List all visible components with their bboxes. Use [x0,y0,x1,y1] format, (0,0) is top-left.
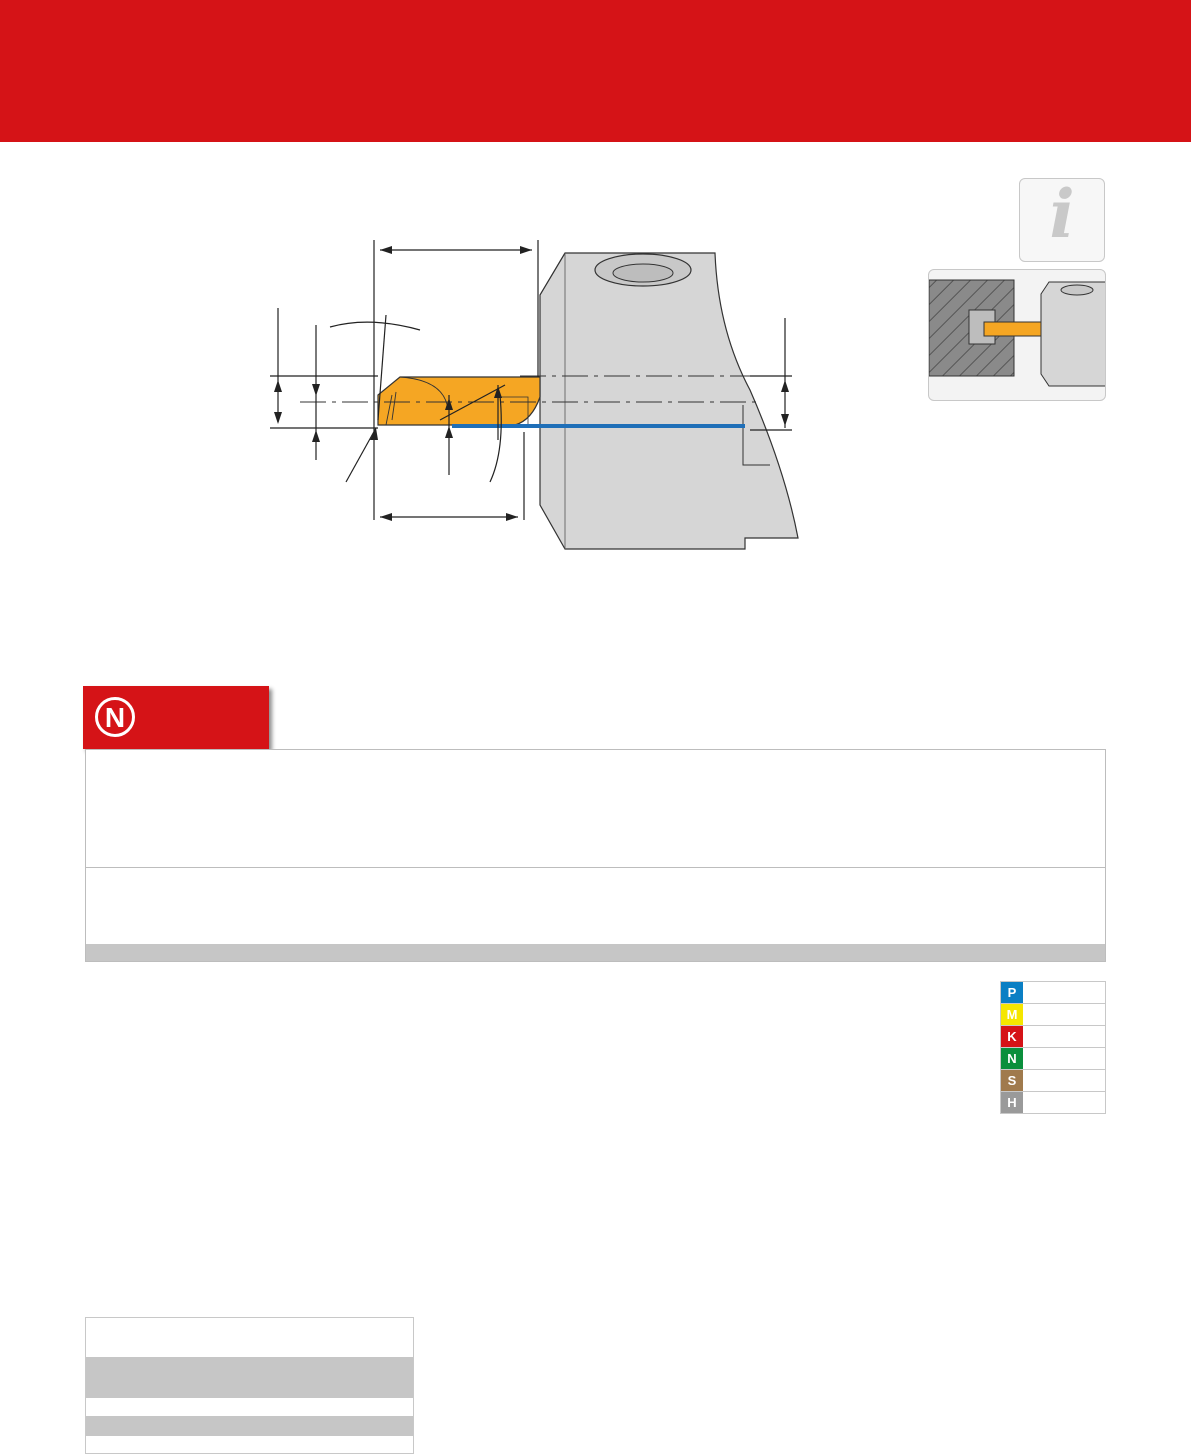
iso-chip-h: H [1001,1092,1023,1113]
table-row [86,1357,413,1398]
iso-legend-row-m [1000,1003,1106,1025]
iso-legend-row-k [1000,1025,1106,1047]
material-letter-badge: N [95,697,135,737]
iso-chip-s: S [1001,1070,1023,1091]
iso-legend-row-p [1000,981,1106,1003]
header-band [0,0,1191,142]
spec-table [85,749,1106,962]
iso-legend-row-s [1000,1069,1106,1091]
table-footer-bar [86,944,1105,961]
cutting-data-table [85,1317,414,1454]
table-row [86,1416,413,1436]
info-glyph: i [1049,175,1075,253]
iso-legend-row-n [1000,1047,1106,1069]
material-group-tab [83,686,269,749]
table-divider [86,867,1105,868]
insert-body [378,377,540,425]
iso-chip-p: P [1001,982,1023,1003]
application-thumbnail [928,269,1106,401]
iso-chip-n: N [1001,1048,1023,1069]
holder-body [540,253,798,549]
info-icon[interactable] [1019,175,1105,262]
iso-material-legend [1000,981,1106,1114]
iso-chip-k: K [1001,1026,1023,1047]
tool-drawing [250,230,820,570]
iso-legend-row-h [1000,1091,1106,1114]
iso-chip-m: M [1001,1004,1023,1025]
